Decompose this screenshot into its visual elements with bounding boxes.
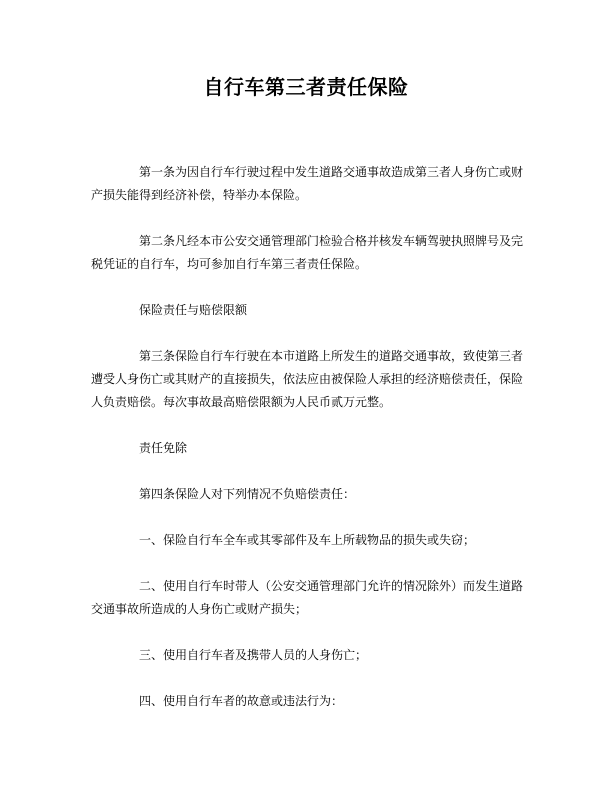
article-4-paragraph: 第四条保险人对下列情况不负赔偿责任： — [139, 487, 356, 501]
exclusion-item-1: 一、保险自行车全车或其零部件及车上所载物品的损失或失窃； — [139, 533, 476, 547]
section-heading-liability: 保险责任与赔偿限额 — [139, 303, 248, 317]
exclusion-item-2: 二、使用自行车时带人（公安交通管理部门允许的情况除外）而发生道路交通事故所造成的人身伤亡或财产损失； — [91, 579, 524, 616]
document-title: 自行车第三者责任保险 — [203, 75, 409, 99]
article-3-paragraph: 第三条保险自行车行驶在本市道路上所发生的道路交通事故，致使第三者遭受人身伤亡或其财产的直接损失，依法应由被保险人承担的经济赔偿责任，保险人负责赔偿。每次事故最高赔偿限额为人民币贰万元整。 — [91, 349, 524, 409]
exclusion-item-3: 三、使用自行车者及携带人员的人身伤亡； — [139, 648, 368, 662]
document-body — [91, 161, 523, 736]
article-1-paragraph: 第一条为因自行车行驶过程中发生道路交通事故造成第三者人身伤亡或财产损失能得到经济补偿，特举办本保险。 — [91, 165, 524, 202]
exclusion-item-4: 四、使用自行车者的故意或违法行为： — [139, 694, 344, 708]
article-2-paragraph: 第二条凡经本市公安交通管理部门检验合格并核发车辆驾驶执照牌号及完税凭证的自行车，均可参加自行车第三者责任保险。 — [91, 234, 524, 271]
section-heading-exclusions: 责任免除 — [139, 441, 188, 455]
